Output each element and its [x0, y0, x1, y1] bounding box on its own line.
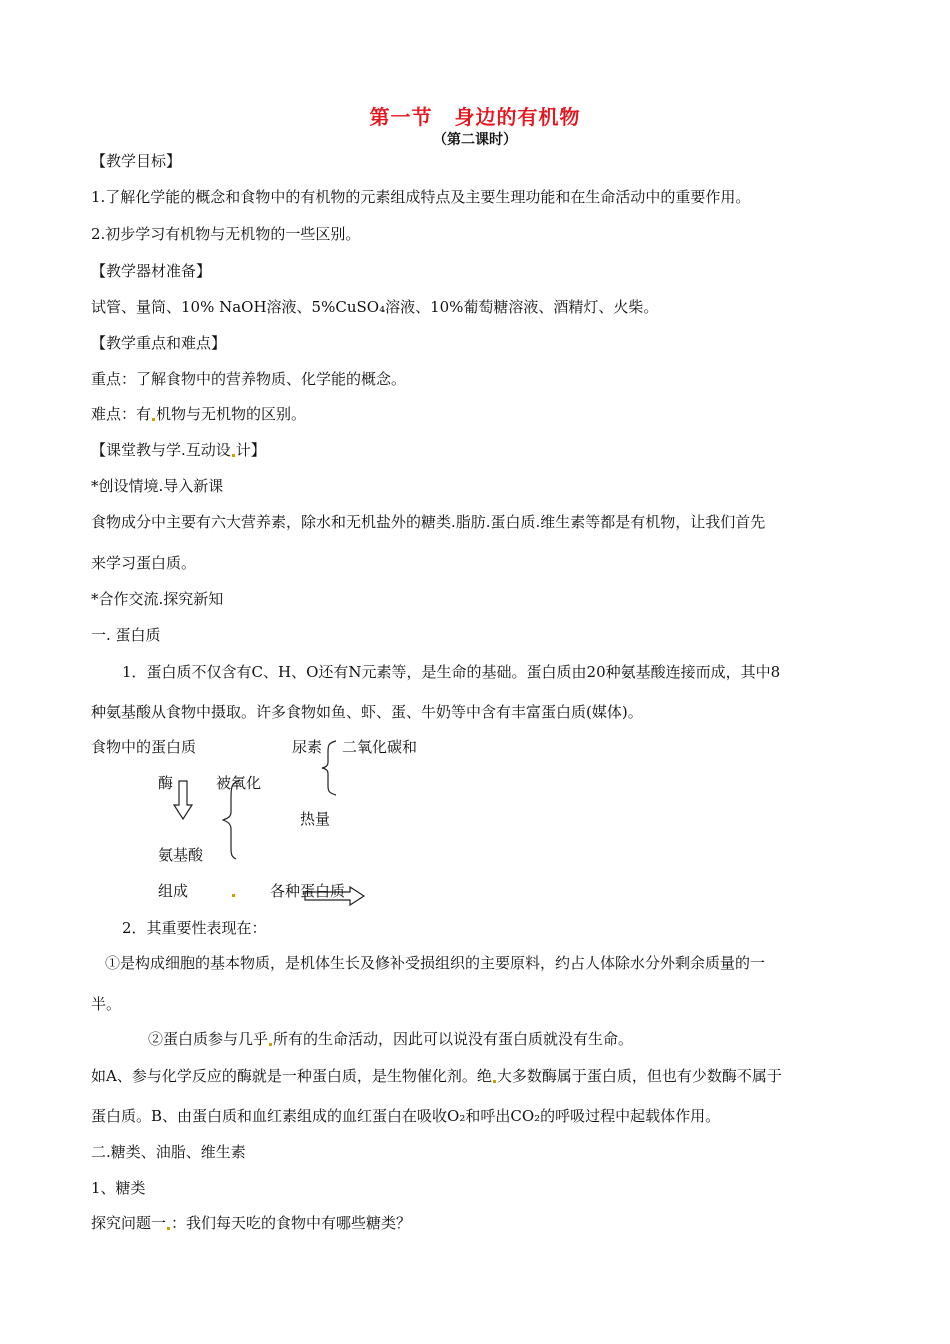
- mark-dot: [493, 1080, 496, 1083]
- diagram-urea: 尿素: [292, 738, 323, 756]
- importance-heading: 2．其重要性表现在：: [122, 919, 267, 937]
- goals-heading: 【教学目标】: [91, 152, 182, 170]
- brace-icon: [223, 780, 240, 859]
- importance-2a: ②蛋白质参与几乎: [148, 1030, 269, 1048]
- question-1a: 探究问题一: [91, 1214, 167, 1232]
- brace-icon: [322, 741, 336, 795]
- diagram-co2-water: 二氧化碳和: [342, 738, 418, 756]
- question-1b: ：我们每天吃的食物中有哪些糖类？: [171, 1214, 412, 1232]
- difficult-point-a: 难点：有: [91, 405, 152, 423]
- example-1b: 大多数酶属于蛋白质，但也有少数酶不属于: [496, 1067, 782, 1085]
- sugar-heading: 1、糖类: [91, 1179, 146, 1197]
- protein-paragraph-2: 种氨基酸从食物中摄取。许多食物如鱼、虾、蛋、牛奶等中含有丰富蛋白质(媒体)。: [91, 703, 643, 721]
- importance-1b: 半。: [91, 995, 122, 1013]
- diagram-heat: 热量: [300, 810, 331, 828]
- key-point: 重点：了解食物中的营养物质、化学能的概念。: [91, 370, 407, 388]
- explore-heading: *合作交流.探究新知: [91, 590, 224, 608]
- diagram-food-protein: 食物中的蛋白质: [91, 738, 197, 756]
- intro-paragraph-1: 食物成分中主要有六大营养素，除水和无机盐外的糖类.脂肪.蛋白质.维生素等都是有机物，让我们首先: [91, 513, 766, 531]
- protein-paragraph-1: 1．蛋白质不仅含有C、H、O还有N元素等，是生命的基础。蛋白质由20种氨基酸连接而成，其中8: [122, 663, 781, 681]
- diagram-enzyme: 酶: [158, 774, 174, 792]
- design-heading-a: 【课堂教与学.互动设: [91, 441, 231, 459]
- intro-heading: *创设情境.导入新课: [91, 477, 224, 495]
- mark-dot: [167, 1227, 170, 1230]
- diagram-compose: 组成: [158, 882, 189, 900]
- page-subtitle: （第二课时）: [433, 132, 517, 148]
- importance-2: [148, 1029, 633, 1049]
- diagram-oxidized: 被氧化: [216, 774, 262, 792]
- example-1a: 如A、参与化学反应的酶就是一种蛋白质，是生物催化剂。绝: [91, 1067, 492, 1085]
- equipment-list: 试管、量筒、10% NaOH溶液、5%CuSO₄溶液、10%葡萄糖溶液、酒精灯、火柴。: [91, 298, 659, 316]
- importance-2b: 所有的生命活动，因此可以说没有蛋白质就没有生命。: [273, 1030, 634, 1048]
- down-arrow-icon: [174, 781, 192, 819]
- mark-dot: [269, 1043, 272, 1046]
- equipment-heading: 【教学器材准备】: [91, 262, 212, 280]
- diagram-various-protein: 各种蛋白质: [270, 882, 346, 900]
- importance-1a: ①是构成细胞的基本物质，是机体生长及修补受损组织的主要原料，约占人体除水分外剩余质量的一: [105, 954, 766, 972]
- diagram-amino-acid: 氨基酸: [158, 846, 204, 864]
- mark-dot: [232, 894, 235, 897]
- title-part1: 第一节: [369, 105, 433, 129]
- example-1: [91, 1066, 782, 1086]
- question-1: [91, 1213, 411, 1233]
- difficult-point-b: 机物与无机物的区别。: [156, 405, 307, 423]
- key-heading: 【教学重点和难点】: [91, 334, 227, 352]
- intro-paragraph-2: 来学习蛋白质。: [91, 554, 197, 572]
- protein-heading: 一. 蛋白质: [91, 626, 161, 644]
- goal-1: 1.了解化学能的概念和食物中的有机物的元素组成特点及主要生理功能和在生命活动中的重要作用。: [91, 188, 751, 206]
- goal-2: 2.初步学习有机物与无机物的一些区别。: [91, 225, 361, 243]
- section2-heading: 二.糖类、油脂、维生素: [91, 1143, 246, 1161]
- design-heading-b: 计】: [235, 441, 266, 459]
- example-2: 蛋白质。B、由蛋白质和血红素组成的血红蛋白在吸收O₂和呼出CO₂的呼吸过程中起载体作用。: [91, 1107, 721, 1125]
- title-part2: 身边的有机物: [454, 105, 581, 129]
- right-arrow-icon: [305, 887, 364, 905]
